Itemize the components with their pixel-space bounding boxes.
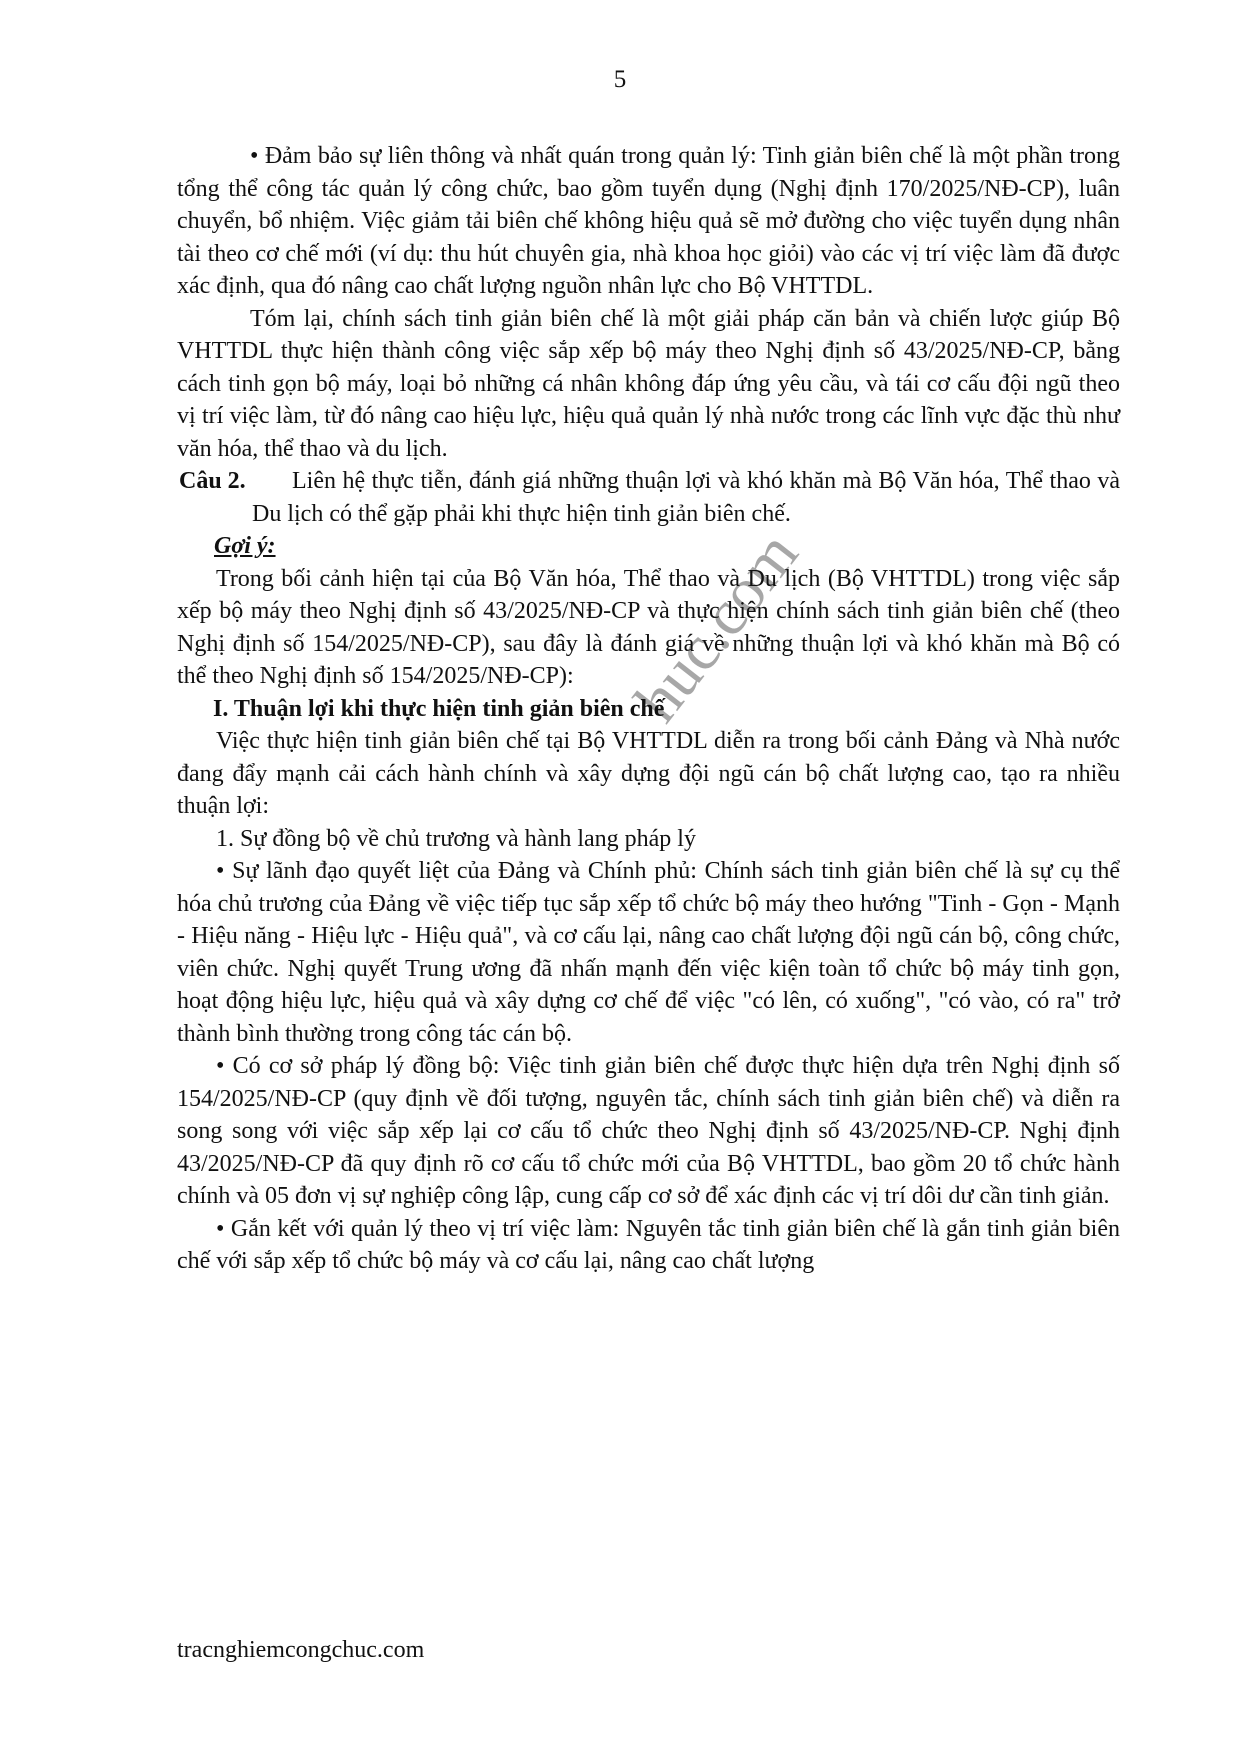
bullet-paragraph: • Có cơ sở pháp lý đồng bộ: Việc tinh giản biên chế được thực hiện dựa trên Nghị định số 154/2025/NĐ-CP (quy định về đối tượng, nguyên tắc, chính sách tinh giản biên chế) và diễn ra song song với việc sắp xếp lại cơ cấu tổ chức theo Nghị định số 43/2025/NĐ-CP. Nghị định 43/2025/NĐ-CP đã quy định rõ cơ cấu tổ chức mới của Bộ VHTTDL, bao gồm 20 tổ chức hành chính và 05 đơn vị sự nghiệp công lập, cung cấp cơ sở để xác định các vị trí dôi dư cần tinh giản. (177, 1053, 1120, 1209)
question-label: Câu 2. (179, 468, 246, 494)
paragraph: • Đảm bảo sự liên thông và nhất quán trong quản lý: Tinh giản biên chế là một phần trong tổng thể công tác quản lý công chức, bao gồm tuyển dụng (Nghị định 170/2025/NĐ-CP), luân chuyển, bổ nhiệm. Việc giảm tải biên chế không hiệu quả sẽ mở đường cho việc tuyển dụng nhân tài theo cơ chế mới (ví dụ: thu hút chuyên gia, nhà khoa học giỏi) vào các vị trí việc làm đã được xác định, qua đó nâng cao chất lượng nguồn nhân lực cho Bộ VHTTDL. (177, 143, 1120, 299)
paragraph: Tóm lại, chính sách tinh giản biên chế là một giải pháp căn bản và chiến lược giúp Bộ VHTTDL thực hiện thành công việc sắp xếp bộ máy theo Nghị định số 43/2025/NĐ-CP, bằng cách tinh gọn bộ máy, loại bỏ những cá nhân không đáp ứng yêu cầu, và tái cơ cấu đội ngũ theo vị trí việc làm, từ đó nâng cao hiệu lực, hiệu quả quản lý nhà nước trong các lĩnh vực đặc thù như văn hóa, thể thao và du lịch. (177, 305, 1120, 462)
page-number: 5 (613, 66, 627, 93)
bullet-paragraph: • Gắn kết với quản lý theo vị trí việc làm: Nguyên tắc tinh giản biên chế là gắn tinh giản biên chế với sắp xếp tổ chức bộ máy và cơ cấu lại, nâng cao chất lượng (177, 1215, 1120, 1274)
intro-paragraph: Trong bối cảnh hiện tại của Bộ Văn hóa, Thể thao và Du lịch (Bộ VHTTDL) trong việc sắp xếp bộ máy theo Nghị định số 43/2025/NĐ-CP và thực hiện chính sách tinh giản biên chế (theo Nghị định số 154/2025/NĐ-CP), sau đây là đánh giá về những thuận lợi và khó khăn mà Bộ có thể theo Nghị định số 154/2025/NĐ-CP): (177, 565, 1120, 689)
document-body (177, 140, 1120, 1278)
section-intro: Việc thực hiện tinh giản biên chế tại Bộ VHTTDL diễn ra trong bối cảnh Đảng và Nhà nước đang đẩy mạnh cải cách hành chính và xây dựng đội ngũ cán bộ chất lượng cao, tạo ra nhiều thuận lợi: (177, 728, 1120, 819)
footer-url: tracnghiemcongchuc.com (177, 1637, 425, 1663)
watermark: huc.com (620, 518, 812, 735)
section-heading: I. Thuận lợi khi thực hiện tinh giản biên chế (213, 695, 665, 722)
subsection-heading: 1. Sự đồng bộ về chủ trương và hành lang pháp lý (216, 825, 696, 852)
hint-label: Gợi ý: (214, 533, 276, 559)
bullet-paragraph: • Sự lãnh đạo quyết liệt của Đảng và Chính phủ: Chính sách tinh giản biên chế là sự cụ thể hóa chủ trương của Đảng về việc tiếp tục sắp xếp tổ chức bộ máy theo hướng "Tinh - Gọn - Mạnh - Hiệu năng - Hiệu lực - Hiệu quả", và cơ cấu lại, nâng cao chất lượng đội ngũ cán bộ, công chức, viên chức. Nghị quyết Trung ương đã nhấn mạnh đến việc kiện toàn tổ chức bộ máy tinh gọn, hoạt động hiệu lực, hiệu quả và xây dựng cơ chế để việc "có lên, có xuống", "có vào, có ra" trở thành bình thường trong công tác cán bộ. (177, 858, 1120, 1047)
question-block (177, 465, 1120, 530)
question-text: Liên hệ thực tiễn, đánh giá những thuận lợi và khó khăn mà Bộ Văn hóa, Thể thao và Du lịch có thể gặp phải khi thực hiện tinh giản biên chế. (252, 468, 1120, 527)
